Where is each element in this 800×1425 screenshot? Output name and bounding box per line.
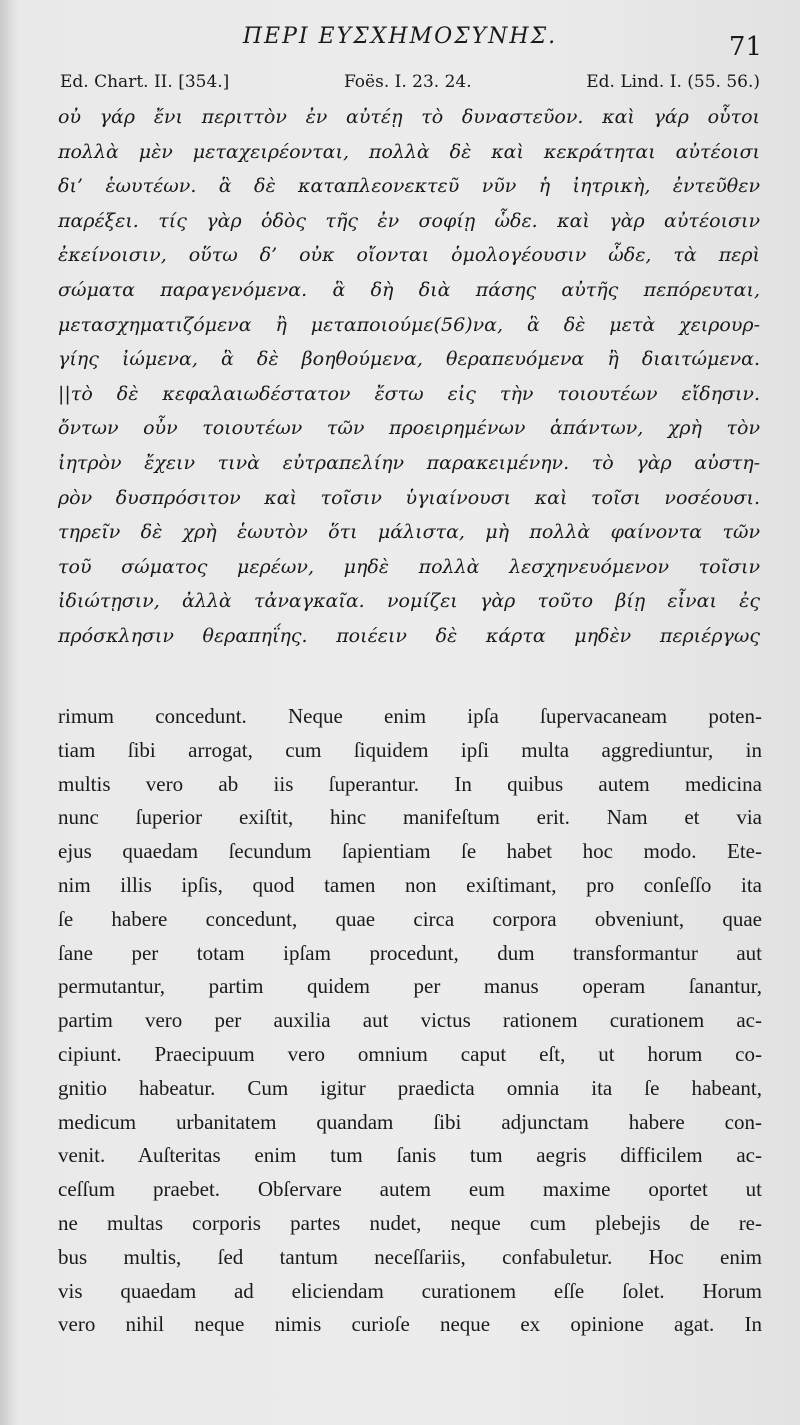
latin-line: ſe habere concedunt, quae circa corpora obveniunt, quae <box>58 906 762 931</box>
latin-line: ejus quaedam ſecundum ſapientiam ſe habet hoc modo. Ete- <box>58 839 762 864</box>
greek-line: ἰδιώτῃσιν, ἀλλὰ τἀναγκαῖα. νομίζει γὰρ τοῦτο βίῃ εἶναι ἐς <box>58 590 760 613</box>
latin-line: tiam ſibi arrogat, cum ſiquidem ipſi multa aggrediuntur, in <box>58 737 762 762</box>
page-number: 71 <box>728 32 762 62</box>
latin-line: partim vero per auxilia aut victus rationem curationem ac- <box>58 1008 762 1033</box>
latin-line: medicum urbanitatem quandam ſibi adjunctam habere con- <box>58 1109 762 1134</box>
latin-line: ceſſum praebet. Obſervare autem eum maxime oportet ut <box>58 1177 762 1202</box>
latin-line: bus multis, ſed tantum neceſſariis, confabuletur. Hoc enim <box>58 1244 762 1269</box>
greek-line: δι’ ἑωυτέων. ἃ δὲ καταπλεονεκτεῦ νῦν ἡ ἰητρικὴ, ἐντεῦθεν <box>58 175 760 198</box>
latin-line: ſane per totam ipſam procedunt, dum transformantur aut <box>58 940 762 965</box>
edition-ref-foes: Foës. I. 23. 24. <box>343 72 472 92</box>
latin-line: rimum concedunt. Neque enim ipſa ſupervacaneam poten- <box>58 704 762 728</box>
greek-line: πολλὰ μὲν μεταχειρέονται, πολλὰ δὲ καὶ κεκράτηται αὐτέοισι <box>58 140 760 163</box>
latin-line: multis vero ab iis ſuperantur. In quibus autem medicina <box>58 771 762 796</box>
latin-line: ne multas corporis partes nudet, neque cum plebejis de re- <box>58 1210 762 1235</box>
latin-line: gnitio habeatur. Cum igitur praedicta omnia ita ſe habeant, <box>58 1075 762 1100</box>
latin-line: cipiunt. Praecipuum vero omnium caput eſt, ut horum co- <box>58 1041 762 1066</box>
greek-text-block <box>58 100 760 654</box>
latin-line: vero nihil neque nimis curioſe neque ex opinione agat. In <box>58 1312 762 1337</box>
greek-line: ἰητρὸν ἔχειν τινὰ εὐτραπελίην παρακειμένην. τὸ γὰρ αὐστη- <box>58 451 760 474</box>
greek-line: παρέξει. τίς γὰρ ὁδὸς τῆς ἐν σοφίῃ ὧδε. καὶ γὰρ αὐτέοισιν <box>58 209 760 232</box>
latin-line: permutantur, partim quidem per manus operam ſanantur, <box>58 974 762 999</box>
latin-text-block <box>58 700 762 1342</box>
edition-references <box>60 72 760 92</box>
greek-line: γίης ἰώμενα, ἃ δὲ βοηθούμενα, θεραπευόμενα ἢ διαιτώμενα. <box>58 348 760 371</box>
greek-line: πρόσκλησιν θεραπηΐης. ποιέειν δὲ κάρτα μηδὲν περιέργως <box>58 624 760 647</box>
greek-line: τηρεῖν δὲ χρὴ ἑωυτὸν ὅτι μάλιστα, μὴ πολλὰ φαίνοντα τῶν <box>58 521 760 544</box>
greek-line: ρὸν δυσπρόσιτον καὶ τοῖσιν ὑγιαίνουσι καὶ τοῖσι νοσέουσι. <box>58 486 760 509</box>
latin-line: vis quaedam ad eliciendam curationem eſſe ſolet. Horum <box>58 1278 762 1303</box>
greek-line: οὐ γάρ ἔνι περιττὸν ἐν αὐτέῃ τὸ δυναστεῦον. καὶ γάρ οὗτοι <box>58 106 760 128</box>
greek-line: ||τὸ δὲ κεφαλαιωδέστατον ἔστω εἰς τὴν τοιουτέων εἴδησιν. <box>58 382 760 405</box>
greek-line: ἐκείνοισιν, οὕτω δ’ οὐκ οἴονται ὁμολογέουσιν ὧδε, τὰ περὶ <box>58 244 760 267</box>
running-title: ΠΕΡΙ ΕΥΣΧΗΜΟΣΥΝΗΣ. <box>242 24 558 49</box>
greek-line: μετασχηματιζόμενα ἢ μεταποιούμε(56)να, ἃ δὲ μετὰ χειρουρ- <box>58 313 760 336</box>
page-header <box>0 20 800 60</box>
greek-line: τοῦ σώματος μερέων, μηδὲ πολλὰ λεσχηνευόμενον τοῖσιν <box>58 555 760 578</box>
edition-ref-linden: Ed. Lind. I. (55. 56.) <box>586 72 760 92</box>
greek-line: σώματα παραγενόμενα. ἃ δὴ διὰ πάσης αὐτῆς πεπόρευται, <box>58 278 760 301</box>
edition-ref-chartier: Ed. Chart. II. [354.] <box>60 72 230 92</box>
latin-line: nunc ſuperior exiſtit, hinc manifeſtum erit. Nam et via <box>58 805 762 830</box>
latin-line: nim illis ipſis, quod tamen non exiſtimant, pro conſeſſo ita <box>58 872 762 897</box>
latin-line: venit. Auſteritas enim tum ſanis tum aegris difficilem ac- <box>58 1143 762 1168</box>
greek-line: ὄντων οὖν τοιουτέων τῶν προειρημένων ἁπάντων, χρὴ τὸν <box>58 417 760 440</box>
